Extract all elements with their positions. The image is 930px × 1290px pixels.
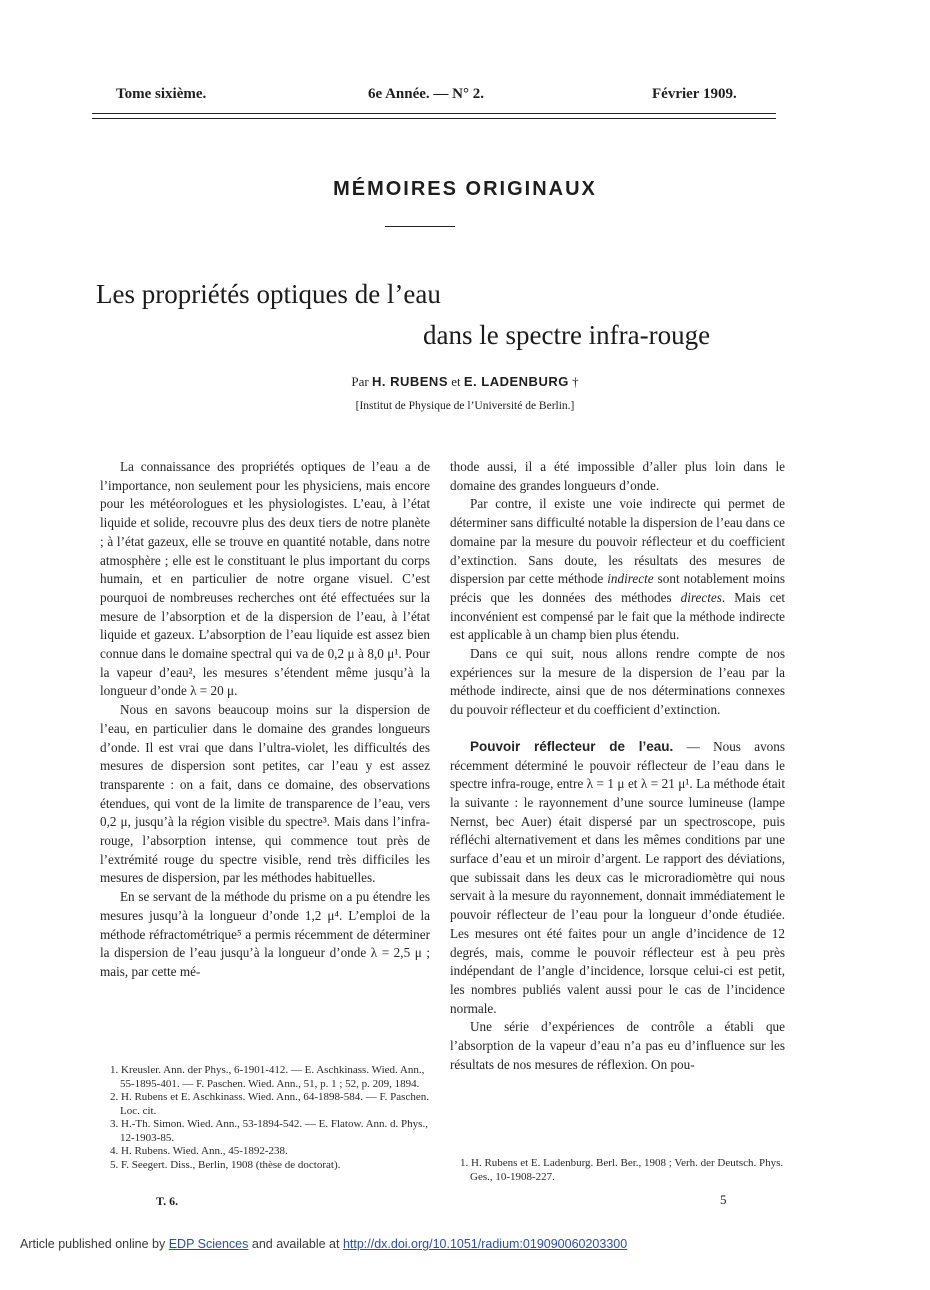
right-paragraph-2-part-b: sont notablement moins précis que les données des méthodes [450, 571, 786, 605]
page-signature: T. 6. [156, 1194, 179, 1208]
running-header-right: Février 1909. [652, 86, 737, 102]
left-column [100, 458, 430, 982]
left-paragraph-1: La connaissance des propriétés optiques de l’eau a de l’importance, non seulement pour les physiciens, mais encore pour les météorologues et les physiologistes. L’eau, à l’état liquide et solide, recouvre plus des deux tiers de notre planète ; à l’état gazeux, elle se trouve en quantité notable, dans notre atmosphère ; elle est le constituant le plus important du corps humain, et en particulier de notre organe visuel. C’est pourquoi de nombreuses recherches ont été effectuées sur la mesure de l’absorption et de la dispersion de l’eau, à l’état liquide et gazeux. L’absorption de l’eau liquide est assez bien connue dans le domaine spectral qui va de 0,2 μ à 8,0 μ¹. Pour la vapeur d’eau², les mesures s’étendent même jusqu’à la longueur d’onde λ = 20 μ. [100, 459, 430, 699]
footnote-1: 1. Kreusler. Ann. der Phys., 6-1901-412. — E. Aschkinass. Wied. Ann., 55-1895-401. — F. Paschen. Wied. Ann., 51, p. 1 ; 52, p. 209, 1894. [110, 1064, 425, 1090]
left-footnotes [104, 1064, 430, 1172]
emphasis-directes: directes [680, 589, 722, 605]
right-paragraph-2-part-c: . Mais cet inconvénient est compensé par le fait que la méthode indirecte est applicable à un champ bien plus étendu. [450, 589, 786, 643]
left-paragraph-3: En se servant de la méthode du prisme on a pu étendre les mesures jusqu’à la longueur d’onde 1,2 μ⁴. L’emploi de la méthode réfractométrique⁵ a permis récemment de déterminer la dispersion de l’eau jusqu’à la longueur d’onde λ = 2,5 μ ; mais, par cette mé- [100, 889, 430, 979]
header-rule-top [92, 113, 776, 114]
byline-and: et [451, 374, 461, 389]
running-header-left: Tome sixième. [116, 86, 207, 102]
page-number: 5 [720, 1192, 727, 1207]
footnote-right-1: 1. H. Rubens et E. Ladenburg. Berl. Ber., 1908 ; Verh. der Deutsch. Phys. Ges., 10-1908-227. [460, 1157, 784, 1183]
publisher-note [20, 1237, 627, 1251]
subsection-heading-reflecteur: Pouvoir réflecteur de l’eau. [470, 738, 674, 754]
author-rubens: H. RUBENS [371, 374, 448, 389]
author-ladenburg: E. LADENBURG [463, 374, 569, 389]
doi-link[interactable]: http://dx.doi.org/10.1051/radium:019090060203300 [342, 1237, 628, 1251]
footnote-3: 3. H.-Th. Simon. Wied. Ann., 53-1894-542. — E. Flatow. Ann. d. Phys., 12-1903-85. [110, 1118, 428, 1144]
institute-affiliation: [Institut de Physique de l’Université de Berlin.] [355, 400, 575, 412]
article-title-line1: Les propriétés optiques de l’eau [96, 279, 441, 309]
right-column [450, 458, 785, 1075]
footnote-4: 4. H. Rubens. Wied. Ann., 45-1892-238. [110, 1145, 288, 1157]
publisher-note-prefix: Article published online by [20, 1237, 166, 1251]
section-divider [385, 226, 455, 227]
byline [0, 374, 930, 390]
footnote-5: 5. F. Seegert. Diss., Berlin, 1908 (thèse de doctorat). [110, 1158, 341, 1171]
article-title-line2: dans le spectre infra-rouge [423, 320, 711, 350]
right-paragraph-1: thode aussi, il a été impossible d’aller plus loin dans le domaine des grandes longueurs d’onde. [450, 459, 785, 493]
right-paragraph-2-part-a: Par contre, il existe une voie indirecte qui permet de déterminer sans difficulté notable la dispersion de l’eau dans ce domaine par la mesure du pouvoir réflecteur et du coefficient d’extinction. Sans doute, les résultats des mesures de dispersion par cette méthode [450, 496, 785, 587]
right-paragraph-2 [450, 495, 785, 645]
emphasis-indirecte: indirecte [607, 571, 654, 587]
section-title: MÉMOIRES ORIGINAUX [333, 178, 597, 200]
left-paragraph-2: Nous en savons beaucoup moins sur la dispersion de l’eau, en particulier dans le domaine des grandes longueurs d’onde. Il est vrai que dans l’ultra-violet, les difficultés des mesures de dispersion sont petites, car l’eau y est assez transparente : on a fait, dans ce domaine, des observations étendues, qui vont de la limite de transparence de l’eau, vers 0,2 μ, jusqu’à la région visible du spectre³. Mais dans l’infra-rouge, l’absorption intense, qui commence tout près de l’extrémité rouge du spectre visible, rend très difficiles les mesures de dispersion, par les méthodes habituelles. [100, 702, 430, 886]
edp-sciences-link[interactable]: EDP Sciences [168, 1237, 249, 1251]
right-paragraph-3: Dans ce qui suit, nous allons rendre compte de nos expériences sur la mesure de la dispersion de l’eau par la méthode indirecte, ainsi que de nos déterminations connexes du pouvoir réflecteur et du coefficient d’extinction. [450, 646, 785, 718]
right-paragraph-4 [450, 738, 785, 1019]
header-rule-bottom [92, 118, 776, 119]
publisher-note-middle: and available at [251, 1237, 340, 1251]
right-paragraph-5: Une série d’expériences de contrôle a établi que l’absorption de la vapeur d’eau n’a pas eu d’influence sur les résultats de nos mesures de réflexion. On pou- [450, 1019, 785, 1072]
byline-prefix: Par [351, 374, 369, 389]
right-paragraph-4-text: — Nous avons récemment déterminé le pouvoir réflecteur de l’eau dans le spectre infra-rouge, entre λ = 1 μ et λ = 21 μ¹. La méthode était la suivante : le rayonnement d’une source lumineuse (lampe Nernst, bec Auer) était dispersé par un spectroscope, puis réfléchi alternativement et dans les mêmes conditions par une surface d’eau et un miroir d’argent. Le rapport des déviations, que subissait dans les deux cas le microradiomètre qui nous servait à la mesure du rayonnement, donnait immédiatement le pouvoir réflecteur de l’eau pour la longueur d’onde étudiée. Les mesures ont été faites pour un angle d’incidence de 12 degrés, mais, comme le pouvoir réflecteur est à peu près indépendant de l’angle d’incidence, lorsque celui-ci est petit, les nombres publiés valent aussi pour le cas de l’incidence normale. [450, 738, 785, 1016]
running-header-center: 6e Année. — N° 2. [368, 86, 484, 102]
footnote-2: 2. H. Rubens et E. Aschkinass. Wied. Ann., 64-1898-584. — F. Paschen. Loc. cit. [110, 1091, 429, 1117]
dagger-mark: † [572, 374, 579, 389]
right-footnotes [454, 1157, 784, 1184]
